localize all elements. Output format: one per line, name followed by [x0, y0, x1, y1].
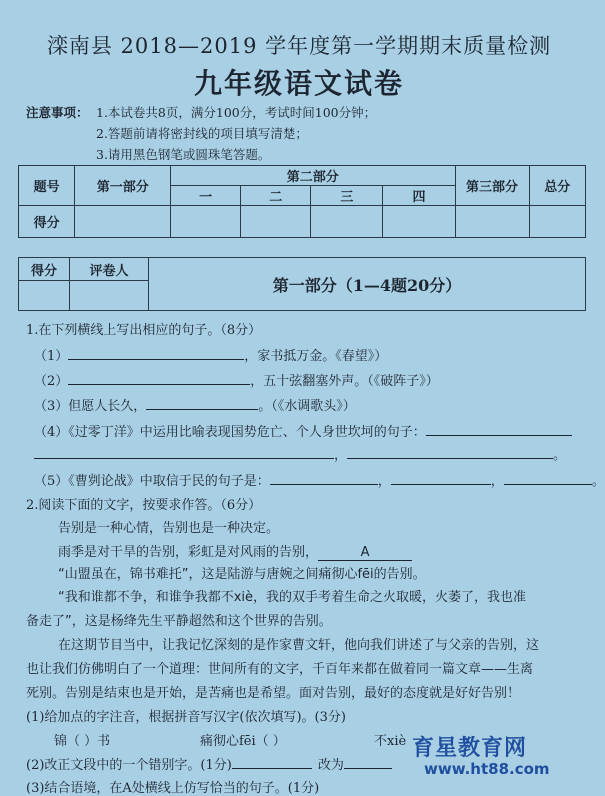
score-table-part3: 第三部分: [455, 166, 529, 206]
q1-line3-suffix: 。（《水调歌头》）: [258, 399, 356, 414]
score-table-part2: 第二部分: [171, 166, 455, 186]
q2-sub1-item-1: 锦（ ）书: [54, 734, 111, 749]
answer-blank[interactable]: [344, 756, 392, 769]
q1-line3-text: （3）但愿人长久，: [34, 399, 147, 414]
answer-blank[interactable]: [426, 423, 572, 436]
q2-sub3: (3)结合语境，在A处横线上仿写恰当的句子。(1分): [26, 781, 320, 796]
grader-label: 评卷人: [70, 258, 149, 281]
watermark-url: www.ht88.com: [424, 760, 550, 778]
q2-para-4a: “我和谁都不争，和谁争我都不xiè，我的双手考着生命之火取暖，火萎了，我也准: [58, 590, 527, 605]
score-table-row-label: 得分: [19, 206, 75, 238]
q1-line1-text: ，家书抵万金。《春望》）: [244, 349, 388, 364]
grader-name-cell[interactable]: [70, 281, 149, 311]
section-title: 第一部分（1—4题20分）: [149, 258, 586, 311]
exam-header-title: 滦南县 2018—2019 学年度第一学期期末质量检测: [46, 34, 552, 58]
exam-subtitle: 九年级语文试卷: [193, 67, 404, 100]
blank-a[interactable]: A: [318, 545, 412, 561]
q1-line5-text: （5）《曹刿论战》中取信于民的句子是：: [34, 474, 270, 489]
q2-sub2-change: 改为: [317, 758, 344, 773]
watermark-logo: 育星教育网: [412, 736, 528, 761]
score-table-sub-4: 四: [383, 186, 455, 206]
notice-item-2: 2.答题前请将密封线的项目填写清楚；: [96, 126, 308, 141]
q2-para-5a: 在这期节目当中，让我记忆深刻的是作家曹文轩，他向我们讲述了与父亲的告别，这: [58, 638, 540, 653]
q2-para-4b: 备走了”，这是杨绛先生平静超然和这个世界的告别。: [26, 614, 332, 629]
score-table-tihao: 题号: [19, 166, 75, 206]
q2-sub2: (2)改正文段中的一个错别字。(1分): [26, 758, 232, 773]
q2-sub1: (1)给加点的字注音，根据拼音写汉字(依次填写)。(3分): [26, 710, 346, 725]
answer-blank[interactable]: [504, 472, 592, 485]
q2-stem: 2.阅读下面的文字，按要求作答。（6分）: [26, 498, 262, 513]
score-table: [18, 165, 586, 238]
answer-blank[interactable]: [68, 347, 244, 360]
answer-blank[interactable]: [232, 756, 312, 769]
score-cell[interactable]: [529, 206, 585, 238]
q1-line2-text: ，五十弦翻塞外声。（《破阵子》）: [250, 374, 439, 389]
notice-label: 注意事项：: [26, 105, 89, 120]
q1-stem: 1.在下列横线上写出相应的句子。（8分）: [26, 323, 262, 338]
score-cell[interactable]: [171, 206, 241, 238]
answer-blank[interactable]: [347, 446, 553, 459]
q2-para-5b: 也让我们仿佛明白了一个道理：世间所有的文字，千百年来都在做着同一篇文章——生离: [26, 662, 534, 677]
score-cell[interactable]: [383, 206, 455, 238]
answer-blank[interactable]: [34, 446, 334, 459]
notice-item-3: 3.请用黑色钢笔或圆珠笔答题。: [96, 147, 271, 162]
q2-para-2: 雨季是对干旱的告别，彩虹是对风雨的告别，: [58, 545, 319, 560]
grader-score-label: 得分: [19, 258, 70, 281]
answer-blank[interactable]: [391, 472, 491, 485]
score-table-part1: 第一部分: [75, 166, 171, 206]
q1-line4-text: （4）《过零丁洋》中运用比喻表现国势危亡、个人身世坎坷的句子：: [34, 425, 426, 440]
notice-item-1: 1.本试卷共8页，满分100分，考试时间100分钟；: [96, 105, 377, 120]
score-table-sub-1: 一: [171, 186, 241, 206]
answer-blank[interactable]: [270, 472, 378, 485]
q2-sub1-item-2: 痛彻心fēi（ ）: [200, 734, 286, 749]
grader-box: [18, 257, 586, 311]
score-table-sub-3: 三: [311, 186, 383, 206]
answer-blank[interactable]: [68, 372, 250, 385]
score-table-sub-2: 二: [241, 186, 311, 206]
score-table-total: 总分: [529, 166, 585, 206]
score-cell[interactable]: [311, 206, 383, 238]
q2-sub1-item-3: 不xiè: [374, 734, 407, 749]
answer-blank[interactable]: [146, 397, 258, 410]
grader-score-cell[interactable]: [19, 281, 70, 311]
score-cell[interactable]: [241, 206, 311, 238]
score-cell[interactable]: [75, 206, 171, 238]
q1-line1-prefix: （1）: [34, 349, 69, 364]
q2-para-3: “山盟虽在，锦书难托”，这是陆游与唐婉之间痛彻心fēi的告别。: [58, 567, 426, 582]
q2-para-1: 告别是一种心情，告别也是一种决定。: [58, 521, 280, 536]
q1-line2-prefix: （2）: [34, 374, 69, 389]
q2-para-5c: 死别。告别是结束也是开始，是苦痛也是希望。面对告别，最好的态度就是好好告别！: [26, 686, 521, 701]
score-cell[interactable]: [455, 206, 529, 238]
